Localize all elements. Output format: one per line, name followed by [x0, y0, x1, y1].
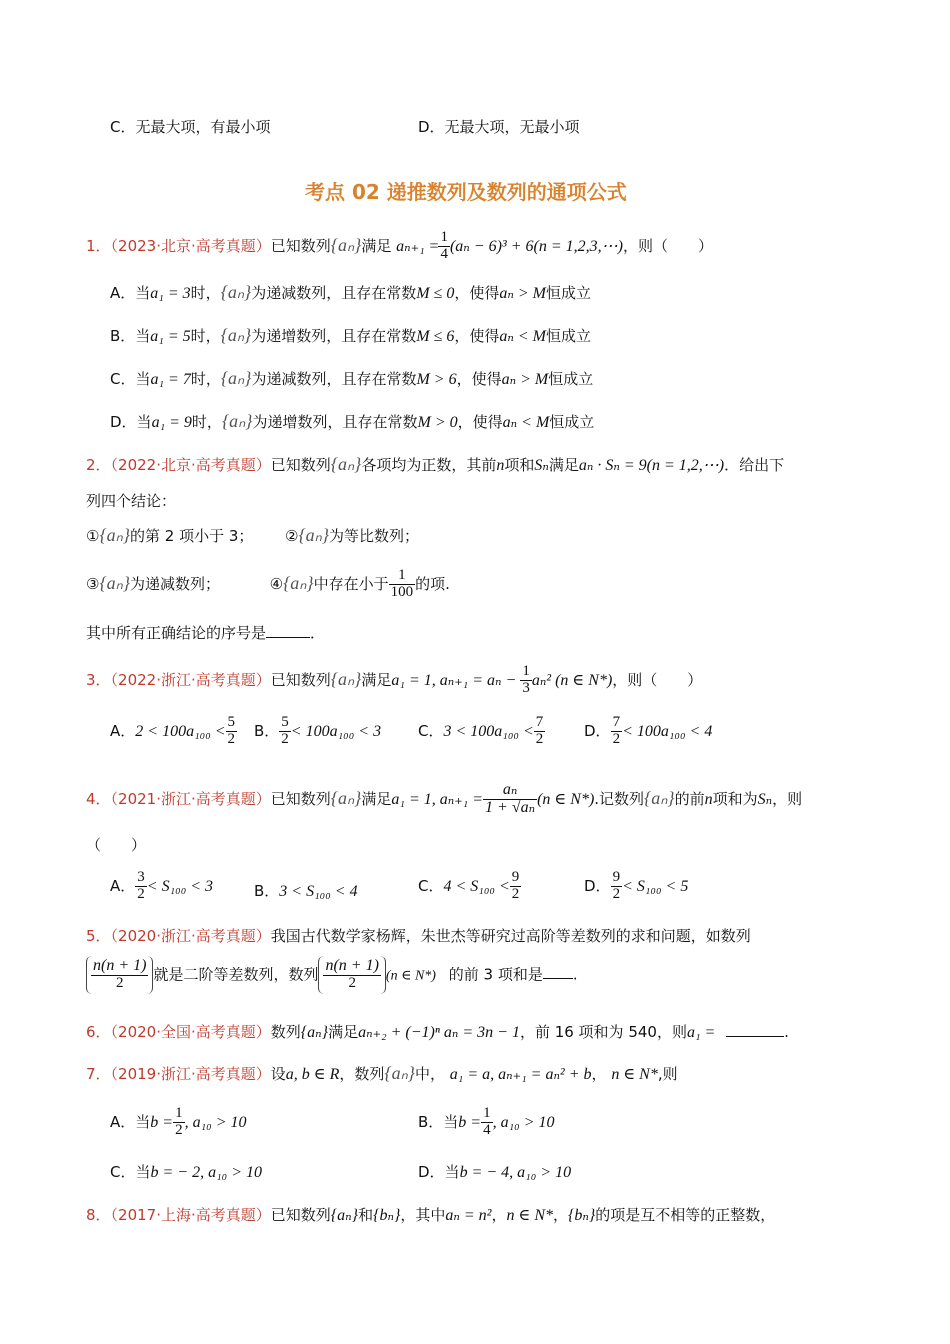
- q5-number: 5．: [86, 927, 111, 945]
- q1-option-a[interactable]: A．当a₁ = 3时，{aₙ}为递减数列，且存在常数M ≤ 0，使得aₙ > M恒成立: [110, 282, 591, 302]
- q7-option-b[interactable]: B．当b = $\frac{1}{4}$ , a₁₀ > 10: [418, 1105, 555, 1138]
- q1-frac: $\frac{1}{4}$: [440, 229, 448, 262]
- q7-source: （2019·浙江·高考真题）: [110, 1065, 271, 1083]
- q6-source: （2020·全国·高考真题）: [110, 1023, 271, 1041]
- q3-option-d[interactable]: D． $\frac{7}{2}$ < 100a₁₀₀ < 4: [584, 714, 713, 747]
- q1-option-b[interactable]: B．当a₁ = 5时，{aₙ}为递增数列，且存在常数M ≤ 6，使得aₙ < M恒成立: [110, 325, 592, 345]
- q2-ask: 其中所有正确结论的序号是 ．: [86, 624, 326, 642]
- q6-stem: 6．（2020·全国·高考真题）数列{aₙ}满足aₙ₊₂ + (−1)ⁿ aₙ = 3n − 1，前 16 项和为 540，则a₁ = .: [86, 1023, 789, 1041]
- q1-seq: {aₙ}: [330, 234, 362, 255]
- q6-number: 6．: [86, 1023, 111, 1041]
- q6-answer-blank[interactable]: [726, 1036, 784, 1037]
- q8-number: 8．: [86, 1206, 111, 1224]
- q7-stem: 7．（2019·浙江·高考真题）设a, b ∈ R，数列{aₙ}中， a₁ = a, aₙ₊₁ = aₙ² + b， n ∈ N*,则: [86, 1063, 678, 1083]
- q8-stem: 8．（2017·上海·高考真题）已知数列{aₙ}和{bₙ}，其中aₙ = n²，n ∈ N*，{bₙ}的项是互不相等的正整数，: [86, 1206, 776, 1224]
- q7-option-d[interactable]: D．当b = − 4, a₁₀ > 10: [418, 1163, 572, 1181]
- q3-source: （2022·浙江·高考真题）: [110, 670, 271, 689]
- option-c-prev: C．无最大项，有最小项: [110, 118, 271, 136]
- q8-source: （2017·上海·高考真题）: [110, 1206, 271, 1224]
- q3-stem: 3．（2022·浙江·高考真题）已知数列{aₙ}满足a₁ = 1, aₙ₊₁ = aₙ − $\frac{1}{3}$ aₙ² (n ∈ N*)，则（ ）: [86, 663, 703, 696]
- q1-lhs: aₙ₊₁: [396, 237, 425, 255]
- q1-option-c[interactable]: C．当a₁ = 7时，{aₙ}为递减数列，且存在常数M > 6，使得aₙ > M恒成立: [110, 368, 594, 388]
- section-title: 考点 02 递推数列及数列的通项公式: [305, 180, 627, 204]
- q2-conclusions-2: ③{aₙ}为递减数列； ④{aₙ}中存在小于 $\frac{1}{100}$ 的项.: [86, 567, 450, 600]
- q2-number: 2．: [86, 456, 111, 474]
- option-d-prev: D．无最大项，无最小项: [418, 118, 580, 136]
- q2-conclusions-1: ①{aₙ}的第 2 项小于 3； ②{aₙ}为等比数列；: [86, 525, 420, 545]
- q7-number: 7．: [86, 1065, 111, 1083]
- q1-text-b: 满足: [361, 236, 392, 255]
- q1-text-c: ，则（ ）: [622, 236, 713, 255]
- q2-answer-blank[interactable]: [266, 637, 310, 638]
- q2-source: （2022·北京·高考真题）: [110, 456, 271, 474]
- q1-option-d[interactable]: D．当a₁ = 9时，{aₙ}为递增数列，且存在常数M > 0，使得aₙ < M恒成立: [110, 411, 595, 431]
- q4-stem: 4．（2021·浙江·高考真题）已知数列{aₙ}满足a₁ = 1, aₙ₊₁ = $\frac{\text{aₙ}}{\text{1 + √aₙ}}$ (n ∈ N*).记数列{aₙ}的前n项和为Sₙ，则: [86, 781, 803, 816]
- q1-text-a: 已知数列: [270, 236, 331, 255]
- q3-number: 3．: [86, 670, 111, 689]
- q3-option-c[interactable]: C．3 < 100a₁₀₀ < $\frac{7}{2}$: [418, 714, 544, 747]
- q3-option-a[interactable]: A．2 < 100a₁₀₀ < $\frac{5}{2}$: [110, 714, 236, 747]
- q1-number: 1．: [86, 236, 111, 255]
- q1-rhs: (aₙ − 6)³ + 6(n = 1,2,3,⋯): [449, 237, 623, 255]
- q3-option-b[interactable]: B． $\frac{5}{2}$ < 100a₁₀₀ < 3: [254, 714, 382, 747]
- q5-answer-blank[interactable]: [543, 978, 573, 979]
- q4-paren: （ ）: [86, 836, 147, 854]
- q4-number: 4．: [86, 789, 111, 808]
- q1-stem: 1．（2023·北京·高考真题）已知数列{aₙ}满足 aₙ₊₁ = $\frac{1}{4}$ (aₙ − 6)³ + 6(n = 1,2,3,⋯)，则（ ）: [86, 229, 713, 262]
- q5-stem: 5．（2020·浙江·高考真题）我国古代数学家杨辉，朱世杰等研究过高阶等差数列的求和问题，如数列: [86, 927, 751, 945]
- q1-source: （2023·北京·高考真题）: [110, 236, 271, 255]
- q7-option-c[interactable]: C．当b = − 2, a₁₀ > 10: [110, 1163, 262, 1181]
- q4-option-c[interactable]: C．4 < S₁₀₀ < $\frac{9}{2}$: [418, 869, 520, 902]
- q7-option-a[interactable]: A．当b = $\frac{1}{2}$ , a₁₀ > 10: [110, 1105, 247, 1138]
- q4-option-d[interactable]: D． $\frac{9}{2}$ < S₁₀₀ < 5: [584, 869, 689, 902]
- q4-option-b[interactable]: B．3 < S₁₀₀ < 4: [254, 882, 358, 900]
- q4-source: （2021·浙江·高考真题）: [110, 789, 271, 808]
- q5-source: （2020·浙江·高考真题）: [110, 927, 271, 945]
- q5-line2: $\frac{n(n + 1)}{2}$ 就是二阶等差数列，数列 $\frac{n(n + 1)}{2}$ (n ∈ N*) 的前 3 项和是 .: [86, 956, 578, 994]
- q4-option-a[interactable]: A． $\frac{3}{2}$ < S₁₀₀ < 3: [110, 869, 214, 902]
- q2-stem: 2．（2022·北京·高考真题）已知数列{aₙ}各项均为正数，其前n项和Sₙ满足aₙ · Sₙ = 9(n = 1,2,⋯)．给出下: [86, 454, 785, 474]
- q2-line2: 列四个结论：: [86, 492, 177, 510]
